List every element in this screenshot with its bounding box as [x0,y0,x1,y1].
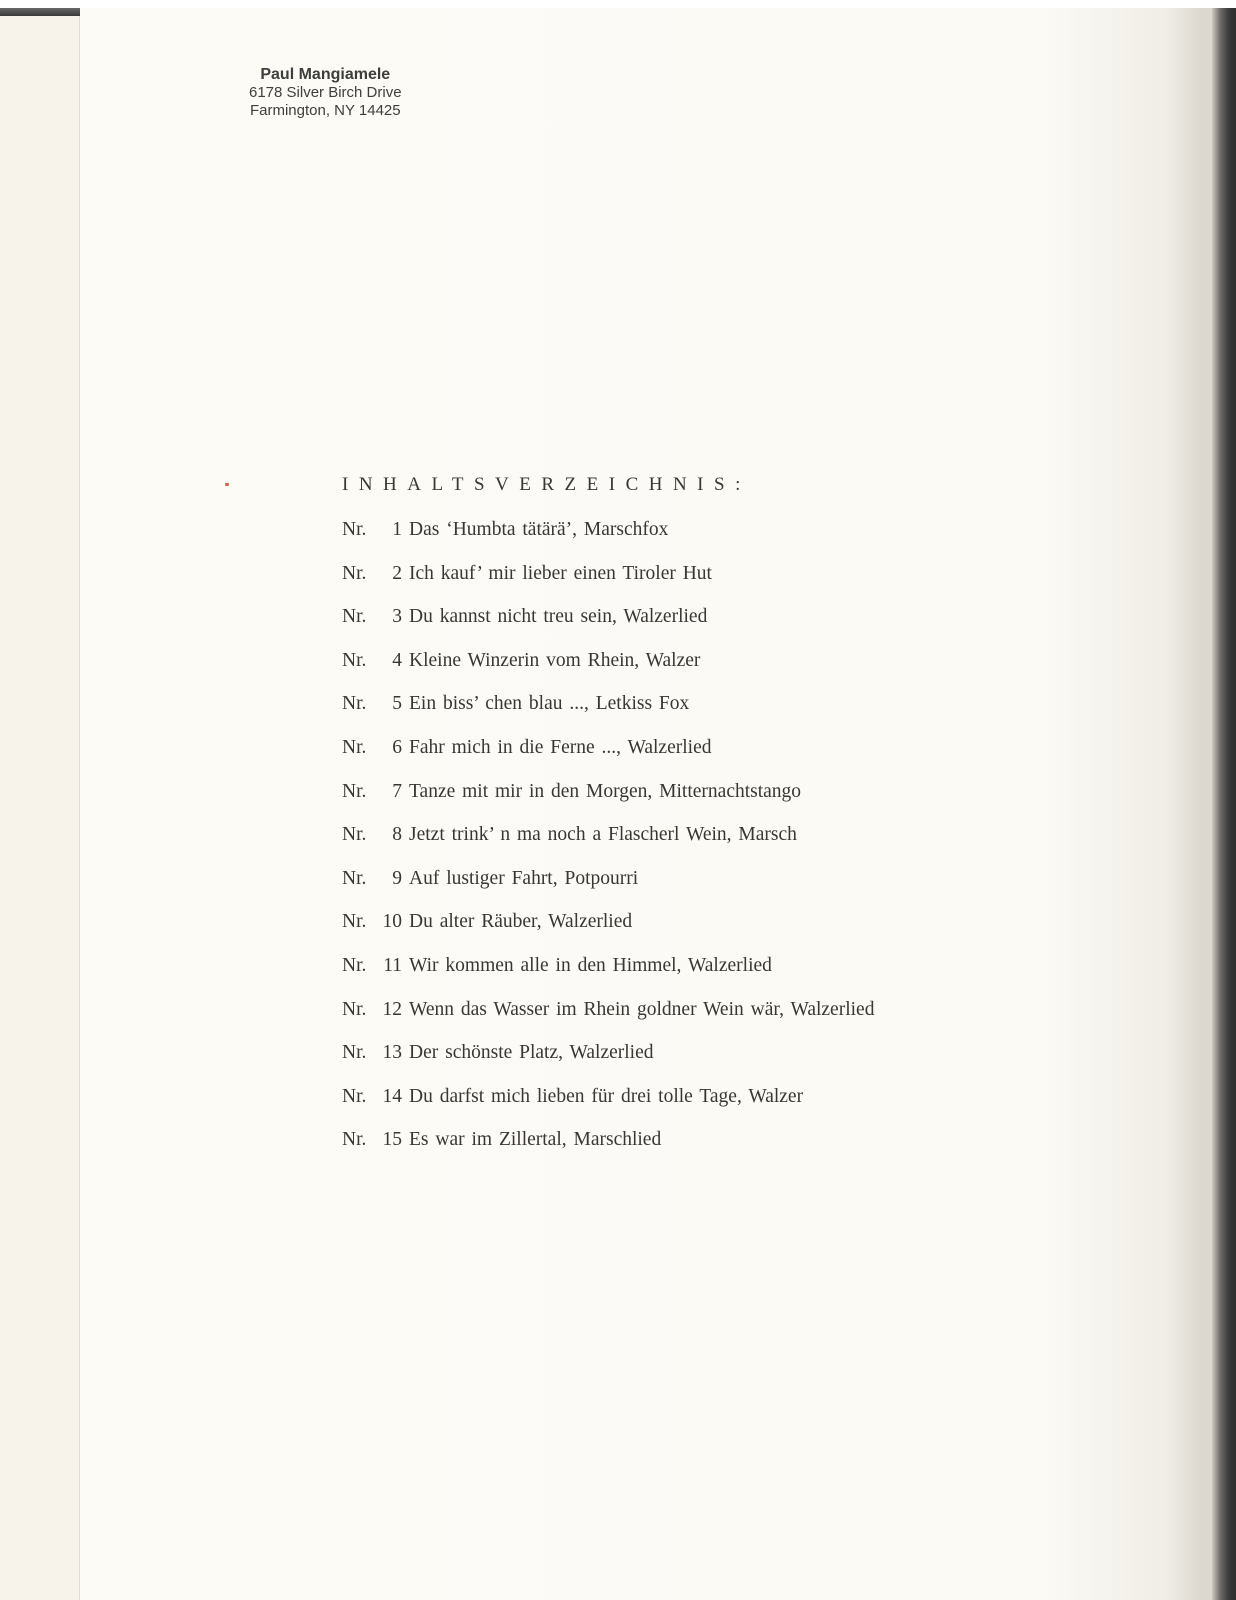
table-of-contents [342,474,874,1172]
toc-entry [342,998,874,1042]
toc-entry [342,605,874,649]
entry-prefix: Nr. [342,998,367,1020]
entry-number: 3 [392,606,402,628]
entry-prefix: Nr. [342,519,367,540]
toc-entry [342,736,874,780]
entry-prefix: Nr. [342,606,367,628]
entry-title: Tanze mit mir in den Morgen, Mitternachtstango [409,780,802,802]
entry-title: Fahr mich in die Ferne ..., Walzerlied [409,736,712,758]
toc-list [342,518,874,1172]
entry-number: 6 [392,736,402,758]
entry-prefix: Nr. [342,780,367,802]
toc-entry [342,867,874,911]
entry-title: Du darfst mich lieben für drei tolle Tage, Walzer [409,1085,804,1107]
entry-prefix: Nr. [342,649,367,671]
entry-prefix: Nr. [342,1129,367,1151]
entry-number: 8 [392,824,402,846]
toc-entry [342,562,874,606]
entry-prefix: Nr. [342,1042,367,1064]
entry-prefix: Nr. [342,824,367,846]
entry-title: Der schönste Platz, Walzerlied [409,1042,654,1064]
entry-number: 4 [392,649,402,671]
entry-title: Du alter Räuber, Walzerlied [409,911,633,933]
entry-number: 11 [383,954,402,976]
entry-number: 13 [382,1042,402,1064]
entry-prefix: Nr. [342,562,367,584]
entry-title: Kleine Winzerin vom Rhein, Walzer [409,649,701,671]
entry-prefix: Nr. [342,1085,367,1107]
entry-title: Du kannst nicht treu sein, Walzerlied [409,606,708,628]
entry-title: Wir kommen alle in den Himmel, Walzerlied [409,954,772,976]
entry-number: 7 [392,780,402,802]
ink-mark [225,483,229,486]
entry-title: Ich kauf’ mir lieber einen Tiroler Hut [409,562,712,584]
toc-entry [342,910,874,954]
entry-title: Es war im Zillertal, Marschlied [409,1129,662,1151]
owner-city: Farmington, NY 14425 [249,102,401,119]
toc-entry [342,823,874,867]
entry-prefix: Nr. [342,736,367,758]
toc-entry [342,1085,874,1129]
entry-title: Ein biss’ chen blau ..., Letkiss Fox [409,693,690,715]
entry-number: 14 [382,1085,402,1107]
toc-entry [342,780,874,824]
entry-title: Wenn das Wasser im Rhein goldner Wein wär, Walzerlied [409,998,875,1020]
owner-street: 6178 Silver Birch Drive [249,84,402,101]
entry-number: 12 [382,998,402,1020]
address-stamp [249,66,402,120]
toc-entry [342,649,874,693]
scan-top-margin [0,0,1236,8]
entry-number: 5 [392,693,402,715]
entry-title: Jetzt trink’ n ma noch a Flascherl Wein, Marsch [409,824,797,846]
entry-prefix: Nr. [342,911,367,933]
entry-number: 10 [382,911,402,933]
toc-entry [342,1128,874,1172]
entry-prefix: Nr. [342,693,367,715]
owner-name: Paul Mangiamele [260,66,391,83]
cover-flap-edge [0,8,80,16]
toc-entry [342,1041,874,1085]
entry-number: 2 [392,562,402,584]
entry-number: 9 [392,867,402,889]
toc-heading: INHALTSVERZEICHNIS: [342,474,751,495]
entry-title: Auf lustiger Fahrt, Potpourri [409,867,639,889]
toc-entry [342,518,874,562]
entry-prefix: Nr. [342,867,367,889]
cover-flap [0,8,80,1600]
scanner-shadow-edge [1212,8,1236,1600]
entry-prefix: Nr. [342,954,367,976]
toc-entry [342,954,874,998]
entry-number: 1 [392,519,402,540]
entry-number: 15 [382,1129,402,1151]
entry-title: Das ‘Humbta tätärä’, Marschfox [409,519,669,540]
toc-entry [342,692,874,736]
